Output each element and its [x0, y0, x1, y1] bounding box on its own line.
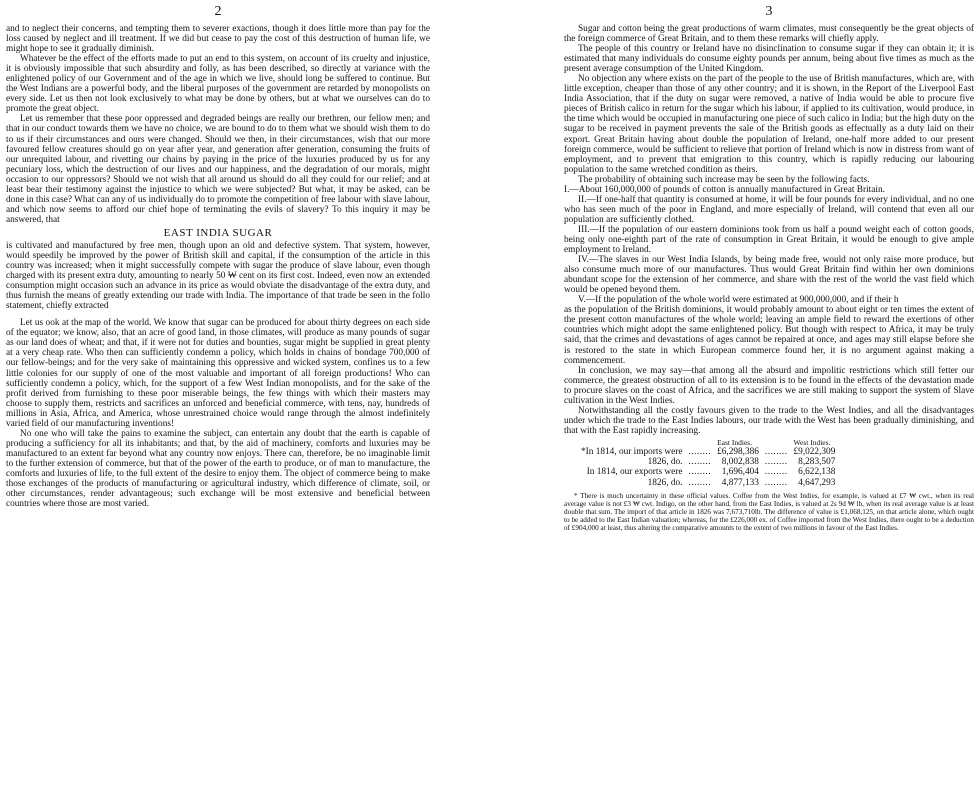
- east-value: £6,298,386: [717, 446, 759, 457]
- east-value: 8,002,838: [721, 457, 759, 468]
- paragraph: The probability of obtaining such increase may be seen by the following facts.: [578, 174, 870, 185]
- fact-item: IV.—The slaves in our West India Islands, by being made free, would not only raise more produce, but also consume much more of our manufactures. Thus would Great Britain find within her own dominions abundant scope for the extension of her commerce, and share with the rest of the world the vast field which would be opened beyond them.: [564, 255, 974, 296]
- paragraph: No one who will take the pains to examine the subject, can entertain any doubt that the earth is capable of producing a sufficiency for all its inhabitants; and that, by the aid of machinery, comforts and luxuries may be manufactured to an extent far beyond what any country now enjoys. There can, therefore, be no imaginable limit to the further extension of commerce, but that of the power of the earth to produce, or of man to manufacture, the comforts and luxuries of life, to the full extent of the desire to enjoy them. The object of commerce being to make those exchanges of the products of manufacturing or agricultural industry, which difference of climate, soil, or other circumstances, render advantageous; such exchange will be most extensive and beneficial between countries where those are most varied.: [6, 428, 430, 510]
- west-value: £9,022,309: [793, 446, 836, 457]
- table-row: *In 1814, our imports were ........ £6,298,386 ........ £9,022,309: [578, 447, 838, 457]
- table-row: 1826, do. ........ 4,877,133 ........ 4,647,293: [578, 478, 838, 488]
- fact-item: III.—If the population of our eastern dominions took from us half a pound weight each of cotton goods, being only one-eighth part of the rate of consumption in Great Britain, it would be enough to give ample employment to Ireland.: [564, 224, 974, 256]
- paragraph: Let us remember that these poor oppressed and degraded beings are really our brethren, our fellow men; and that in our conduct towards them we have no choice, we are bound to do to them what we should wish them to do to us if their circumstances and ours were changed. Should we then, in their circumstances, wish that our more favoured fellow creatures should go on year after year, and generation after generation, consuming the fruits of our unrequited labour, and rivetting our chains by paying in the price of the luxuries produced by us for any pecuniary loss, which the destruction of our lives and our happiness, and the degradation of our morals, might occasion to our oppressors? Should we not wish that all around us should do all they could for our relief; and at least bear their testimony against the injustice to which we were subjected? But what, it may be asked, can be done in this case? What can any of us individually do to promote the competition of free labour with slave labour, and which now seems to afford our chief hope of terminating the evils of slavery? To this inquiry it may be answered, that: [6, 114, 430, 225]
- row-label: 1826, do.: [647, 477, 683, 488]
- row-label: 1826, do.: [647, 457, 683, 468]
- east-value: 4,877,133: [721, 477, 759, 488]
- footnote: * There is much uncertainty in these official values. Coffee from the West Indies, for example, is valued at £7 ₩ cwt., when its real average value is not £3 ₩ cwt. Indigo, on the other hand, from the East Indies, is valued at 2s 9d ₩ lb, when its real average value is at least double that sum. The import of that article in 1826 was 7,673,710lb. The difference of value is £1,068,125, on that article alone, which ought to be added to the East Indian valuation; whereas, for the £226,000 ex. of Coffee imported from the West Indies, there ought to be a deduction of £904,000 at least, thus altering the comparative amounts to the extent of two millions in favour of the East Indies.: [564, 491, 974, 533]
- column-header: East Indies.: [717, 437, 753, 447]
- paragraph: Notwithstanding all the costly favours given to the trade to the West Indies, and all the disadvantages under which the trade to the East Indies labours, our trade with the West has been gradually diminishing, and that with the East rapidly increasing.: [564, 405, 974, 436]
- trade-table: [578, 438, 838, 488]
- table-row: 1826, do. ........ 8,002,838 ........ 8,283,507: [578, 457, 838, 467]
- paragraph: Whatever be the effect of the efforts made to put an end to this system, on account of its cruelty and injustice, it is obviously impossible that such absurdity and folly, as has been described, so directly at variance with the enlightened policy of our Government and of the age in which we live, should long be suffered to continue. But the West Indians are a powerful body, and the liberal purposes of the government are retarded by monopolists on every side. Let us then not look exclusively to what may be done by others, but at what we ourselves can do to promote the great object.: [6, 54, 430, 115]
- west-value: 8,283,507: [798, 457, 836, 468]
- paragraph: is cultivated and manufactured by free men, though upon an old and defective system. That system, however, would speedily be improved by the power of British skill and capital, if the consumption of the article in this country was increased; when it might successfully compete with sugar the produce of slave labour, even though charged with its present extra duty, amounting to nearly 50 ₩ cent on its first cost. Indeed, even now an extended consumption might occasion such an advance in its price as would obviate the disadvantage of the extra duty, and thus furnish the means of greatly extending our trade with India. The importance of that trade be seen in the follo statement, chiefly extracted: [6, 240, 430, 312]
- column-header: West Indies.: [793, 437, 831, 447]
- fact-item: II.—If one-half that quantity is consumed at home, it will be four pounds for every individual, and no one who has seen much of the poor in England, and more especially of Ireland, will contend that even all our population are sufficiently clothed.: [564, 194, 974, 225]
- paragraph: No objection any where exists on the part of the people to the use of British manufactures, which are, with little exception, cheaper than those of any other country; and it is shown, in the Report of the Liverpool East India Association, that if the duty on sugar were removed, a native of India would be able to procure five pieces of British calico in return for the sugar which his labour, if applied to its cultivation, would produce, in the time which would be occupied in manufacturing one piece of such calico in India; but the high duty on the sugar to be received in payment prevents the sale of the British goods as effectually as a duty laid on their export. Great Britain having about double the population of Ireland, one-half more added to our present foreign commerce, would be sufficient to relieve that portion of Ireland which is now in distress from want of employment, and to prevent that emigration to this country, which is rapidly reducing our labouring population to the same wretched condition as theirs.: [564, 74, 974, 175]
- table-header-row: [578, 438, 838, 447]
- west-value: 6,622,138: [798, 467, 836, 478]
- left-page: [6, 0, 430, 807]
- fact-item: V.—If the population of the whole world were estimated at 900,000,000, and if their h: [578, 295, 899, 306]
- fact-item: as the population of the British dominions, it would probably amount to about eight or ten times the extent of the present cotton manufactures of the whole world; leaving an ample field to reward the exertions of other countries which might adopt the same enlightened policy. But though with respect to Africa, it may be truly said, that the crimes and devastations of ages cannot be repaired at once, and ages may still elapse before she is restored to the state in which European commerce found her, it is no argument against making a commencement.: [564, 305, 974, 366]
- east-value: 1,696,404: [721, 467, 759, 478]
- paragraph: Sugar and cotton being the great productions of warm climates, must consequently be the great objects of the foreign commerce of Great Britain, and to them these remarks will chiefly apply.: [564, 24, 974, 45]
- right-page: [564, 0, 974, 807]
- west-value: 4,647,293: [798, 477, 836, 488]
- page-number: 2: [214, 4, 222, 19]
- paragraph: The people of this country or Ireland have no disinclination to consume sugar if they can obtain it; it is estimated that many individuals do consume eighty pounds per annum, being about five times as much as the present average consumption of the United Kingdom.: [564, 44, 974, 75]
- paragraph: and to neglect their concerns, and tempting them to severer exactions, though it does little more than pay for the loss caused by neglect and ill treatment. If we did but cease to pay the cost of this destruction of human life, we might hope to see it gradually diminish.: [6, 24, 430, 55]
- row-label: *In 1814, our imports were: [581, 446, 683, 457]
- fact-item: I.—About 160,000,000 of pounds of cotton is annually manufactured in Great Britain.: [564, 184, 885, 195]
- row-label: In 1814, our exports were: [586, 467, 683, 478]
- table-row: In 1814, our exports were ........ 1,696,404 ........ 6,622,138: [578, 467, 838, 477]
- section-heading: EAST INDIA SUGAR: [163, 226, 273, 239]
- paragraph: Let us ook at the map of the world. We know that sugar can be produced for about thirty degrees on each side of the equator; we know, also, that an acre of good land, in those climates, will produce as many pounds of sugar as our land does of wheat; and that, if it were not for duties and bounties, sugar might be supplied in great plenty at a very cheap rate. Who then can sufficiently condemn a policy, which holds in chains of bondage 700,000 of our fellow-beings; and for the very sake of maintaining this oppressive and wicked system, confines us to a few little colonies for our supply of one of the most valuable and important of all foreign productions! Who can sufficiently condemn a policy, which, for the support of a few West Indian monopolists, and for the sake of the profit derived from furnishing to these poor miserable beings, the few things with which their masters may choose to supply them, restricts and sacrifices an unforced and beneficial commerce, with tens, nay, hundreds of millions in Asia, Africa, and America, whose unrestrained choice would range through the almost indefinitely varied field of our manufacturing inventions!: [6, 318, 430, 429]
- page-number: 3: [765, 4, 773, 19]
- paragraph: In conclusion, we may say—that among all the absurd and impolitic restrictions which still fetter our commerce, the greatest obstruction of all to its extension is to be found in the effects of the devastation made to procure slaves on the coast of Africa, and the sacrifices we are still making to support the system of Slave cultivation in the West Indies.: [564, 365, 974, 406]
